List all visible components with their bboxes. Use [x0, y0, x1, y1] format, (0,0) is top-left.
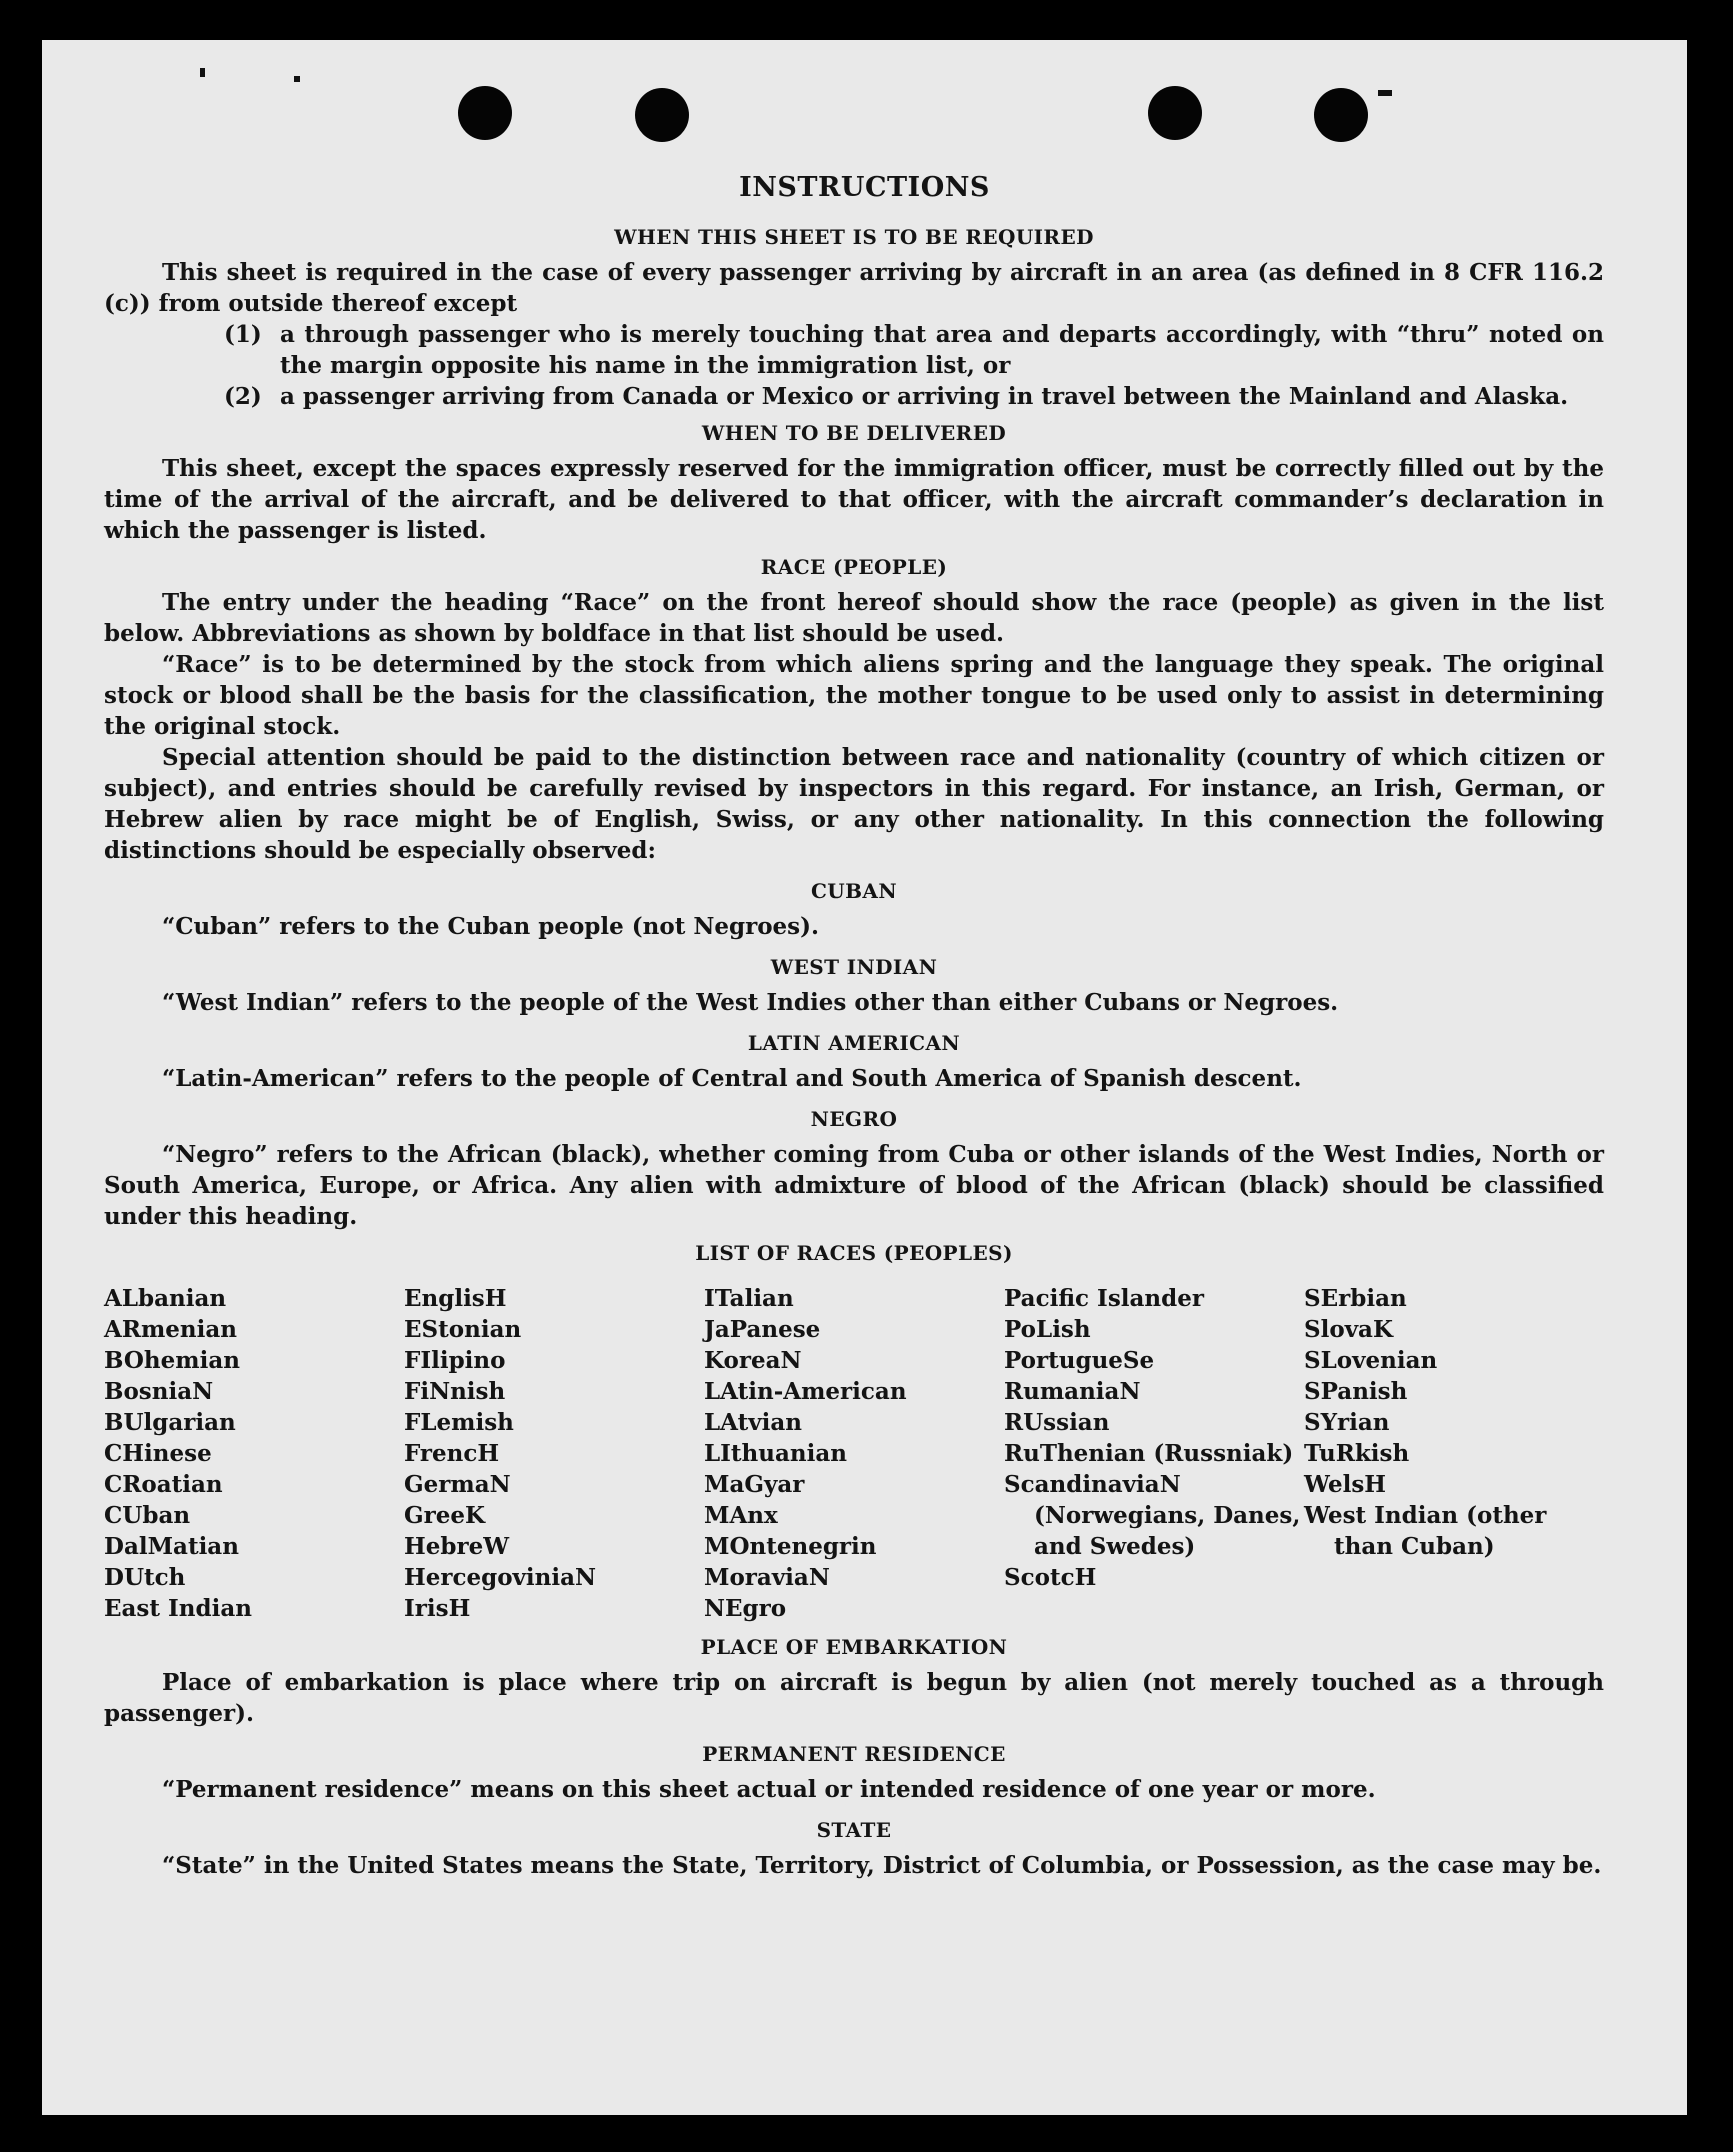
- race-entry: CRoatian: [104, 1471, 223, 1498]
- race-entry: CHinese: [104, 1440, 212, 1467]
- race-list: [104, 1283, 1604, 1624]
- paragraph-latin-american: “Latin-American” refers to the people of Central and South America of Spanish descent.: [162, 1065, 1302, 1092]
- paragraph-place-of-embarkation: Place of embarkation is place where trip on aircraft is begun by alien (not merely touched as a through passenger).: [104, 1669, 1604, 1727]
- race-entry: BUlgarian: [104, 1409, 236, 1436]
- race-entry: JaPanese: [704, 1316, 821, 1343]
- race-entry: SPanish: [1304, 1378, 1408, 1405]
- heading-cuban: CUBAN: [810, 879, 898, 903]
- item-text: a passenger arriving from Canada or Mexico or arriving in travel between the Mainland and Alaska.: [280, 383, 1569, 410]
- paragraph-race: “Race” is to be determined by the stock from which aliens spring and the language they speak. The original stock or blood shall be the basis for the classification, the mother tongue to be used only to assist in determining the original stock.: [104, 651, 1604, 740]
- item-text: a through passenger who is merely touching that area and departs accordingly, with “thru” noted on the margin opposite his name in the immigration list, or: [280, 321, 1604, 379]
- scan-speck: [200, 68, 205, 77]
- race-entry: HercegoviniaN: [404, 1564, 597, 1591]
- paragraph-when-required: This sheet is required in the case of every passenger arriving by aircraft in an area (as defined in 8 CFR 116.2 (c)) from outside thereof except: [104, 259, 1604, 317]
- race-entry: ScotcH: [1004, 1564, 1097, 1591]
- punch-hole: [458, 86, 512, 140]
- race-entry: LIthuanian: [704, 1440, 847, 1467]
- race-entry: PoLish: [1004, 1316, 1091, 1343]
- race-entry: SLovenian: [1304, 1347, 1438, 1374]
- race-entry: DalMatian: [104, 1533, 239, 1560]
- race-entry: SErbian: [1304, 1285, 1407, 1312]
- scan-speck: [1378, 90, 1392, 96]
- race-entry: MAnx: [704, 1502, 778, 1529]
- race-column: [704, 1283, 1004, 1624]
- heading-west-indian: WEST INDIAN: [770, 955, 938, 979]
- race-entry: KoreaN: [704, 1347, 802, 1374]
- heading-when-required: WHEN THIS SHEET IS TO BE REQUIRED: [614, 225, 1094, 249]
- heading-when-delivered: WHEN TO BE DELIVERED: [701, 421, 1007, 445]
- heading-permanent-residence: PERMANENT RESIDENCE: [702, 1742, 1006, 1766]
- race-entry: EStonian: [404, 1316, 522, 1343]
- race-entry: West Indian (other than Cuban): [1304, 1502, 1547, 1560]
- heading-race: RACE (PEOPLE): [760, 555, 948, 579]
- race-entry: IrisH: [404, 1595, 471, 1622]
- paragraph-state: “State” in the United States means the State, Territory, District of Columbia, or Possession, as the case may be.: [162, 1852, 1602, 1879]
- race-entry: ARmenian: [104, 1316, 238, 1343]
- race-entry: ITalian: [704, 1285, 794, 1312]
- race-entry: EnglisH: [404, 1285, 507, 1312]
- paragraph-permanent-residence: “Permanent residence” means on this sheet actual or intended residence of one year or more.: [162, 1776, 1376, 1803]
- race-column: [104, 1283, 404, 1624]
- exception-item: [104, 319, 1604, 381]
- exception-item: [104, 381, 1604, 412]
- race-entry: ALbanian: [104, 1285, 227, 1312]
- instructions-body: [104, 216, 1604, 1881]
- race-entry: PortugueSe: [1004, 1347, 1155, 1374]
- item-number: (2): [224, 383, 262, 410]
- race-entry: FiNnish: [404, 1378, 506, 1405]
- race-column: [1304, 1283, 1604, 1624]
- race-entry: TuRkish: [1304, 1440, 1410, 1467]
- heading-negro: NEGRO: [810, 1107, 898, 1131]
- heading-latin-american: LATIN AMERICAN: [747, 1031, 961, 1055]
- heading-list-of-races: LIST OF RACES (PEOPLES): [695, 1241, 1013, 1265]
- race-entry: BosniaN: [104, 1378, 214, 1405]
- race-entry: RUssian: [1004, 1409, 1110, 1436]
- heading-place-of-embarkation: PLACE OF EMBARKATION: [700, 1635, 1008, 1659]
- document-page: [42, 40, 1687, 2115]
- race-entry: SYrian: [1304, 1409, 1390, 1436]
- race-entry: DUtch: [104, 1564, 186, 1591]
- race-entry: NEgro: [704, 1595, 787, 1622]
- race-entry: CUban: [104, 1502, 191, 1529]
- race-column: [1004, 1283, 1304, 1624]
- race-entry: LAtvian: [704, 1409, 802, 1436]
- paragraph-race: Special attention should be paid to the distinction between race and nationality (country of which citizen or subject), and entries should be carefully revised by inspectors in this regard. For instance, an Irish, German, or Hebrew alien by race might be of English, Swiss, or any other nationality. In this connection the following distinctions should be especially observed:: [104, 744, 1604, 864]
- paragraph-race: The entry under the heading “Race” on the front hereof should show the race (people) as given in the list below. Abbreviations as shown by boldface in that list should be used.: [104, 589, 1604, 647]
- scan-speck: [294, 76, 300, 82]
- race-entry: FrencH: [404, 1440, 500, 1467]
- race-entry: Pacific Islander: [1004, 1285, 1204, 1312]
- race-entry: MOntenegrin: [704, 1533, 877, 1560]
- race-entry: FIlipino: [404, 1347, 506, 1374]
- race-entry: FLemish: [404, 1409, 514, 1436]
- race-entry: SlovaK: [1304, 1316, 1393, 1343]
- item-number: (1): [224, 321, 262, 348]
- race-column: [404, 1283, 704, 1624]
- race-entry: HebreW: [404, 1533, 510, 1560]
- paragraph-cuban: “Cuban” refers to the Cuban people (not Negroes).: [162, 913, 820, 940]
- paragraph-when-delivered: This sheet, except the spaces expressly reserved for the immigration officer, must be correctly filled out by the time of the arrival of the aircraft, and be delivered to that officer, with the aircraft commander’s declaration in which the passenger is listed.: [104, 455, 1604, 544]
- punch-hole: [1148, 86, 1202, 140]
- paragraph-west-indian: “West Indian” refers to the people of the West Indies other than either Cubans or Negroes.: [162, 989, 1339, 1016]
- race-entry: RuThenian (Russniak): [1004, 1440, 1294, 1467]
- race-entry: MaGyar: [704, 1471, 805, 1498]
- heading-state: STATE: [816, 1818, 892, 1842]
- race-entry: WelsH: [1304, 1471, 1387, 1498]
- page-title: INSTRUCTIONS: [739, 172, 990, 203]
- race-entry: LAtin-American: [704, 1378, 907, 1405]
- paragraph-negro: “Negro” refers to the African (black), whether coming from Cuba or other islands of the West Indies, North or South America, Europe, or Africa. Any alien with admixture of blood of the African (black) should be classified under this heading.: [104, 1141, 1604, 1230]
- race-entry: RumaniaN: [1004, 1378, 1141, 1405]
- race-entry: GermaN: [404, 1471, 511, 1498]
- race-entry: East Indian: [104, 1595, 252, 1622]
- race-entry: ScandinaviaN (Norwegians, Danes, and Swedes): [1004, 1471, 1301, 1560]
- punch-hole: [1314, 88, 1368, 142]
- race-entry: MoraviaN: [704, 1564, 830, 1591]
- race-entry: BOhemian: [104, 1347, 240, 1374]
- race-entry: GreeK: [404, 1502, 486, 1529]
- punch-hole: [635, 88, 689, 142]
